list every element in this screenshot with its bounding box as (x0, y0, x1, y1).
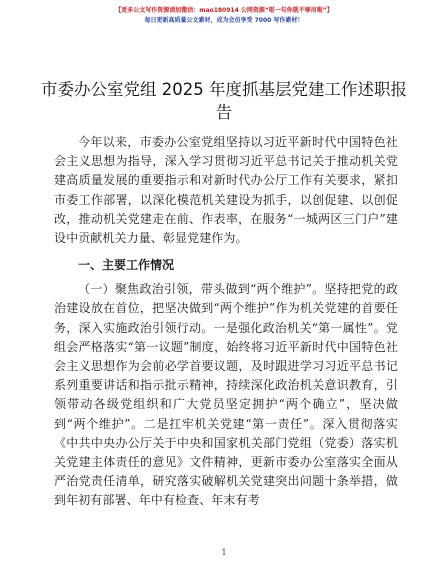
page-number: 1 (221, 548, 227, 557)
section-heading: 一、主要工作情况 (78, 258, 175, 273)
promo-banner (0, 6, 448, 26)
promo-banner-line-1: 【更多公文写作资源请加微信：mao180914 公网资源“呕一句你就不够用啦”】 (115, 7, 333, 14)
document-body (54, 133, 398, 511)
promo-banner-line-2: 每日更新高质量公文素材，成为会员享受 7000 写作素材！ (144, 17, 304, 24)
document-title: 市委办公室党组 2025 年度抓基层党建工作述职报告 (41, 80, 407, 122)
intro-paragraph: 今年以来，市委办公室党组坚持以习近平新时代中国特色社会主义思想为指导，深入学习贯彻习近平总书记关于推动机关党建高质量发展的重要指示和对新时代办公厅工作有关要求，紧扣市委工作部署，以深化模范机关建设为抓手，以创促建、以创促改，推动机关党建走在前、作表率，在服务“一城两区三门户”建设中贡献机关力量、彰显党建作为。 (54, 135, 398, 246)
body-paragraph: （一）聚焦政治引领，带头做到“两个维护”。坚持把党的政治建设放在首位，把坚决做到“两个维护”作为机关党建的首要任务，深入实施政治引领行动。一是强化政治机关“第一属性”。党组会严格落实“第一议题”制度，始终将习近平新时代中国特色社会主义思想作为会前必学首要议题，及时跟进学习习近平总书记系列重要讲话和指示批示精神，持续深化政治机关意识教育，引领带动各级党组织和广大党员坚定拥护“两个确立”，坚决做到“两个维护”。二是扛牢机关党建“第一责任”。深入贯彻落实《中共中央办公厅关于中央和国家机关部门党组（党委）落实机关党建主体责任的意见》文件精神，更新市委办公室落实全面从严治党责任清单，研究落实破解机关党建突出问题十条举措，做到年初有部署、年中有检查、年末有考 (54, 282, 398, 508)
